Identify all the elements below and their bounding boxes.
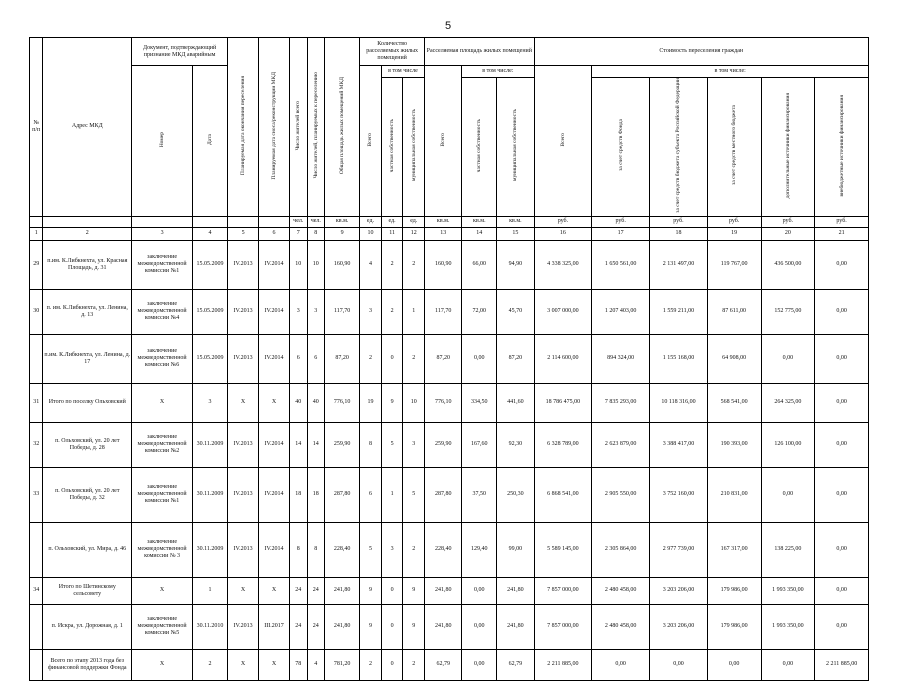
cost-additional-cell: 436 500,00 (761, 240, 815, 289)
column-index-row (30, 227, 869, 240)
rooms-municipal-cell: 9 (403, 577, 425, 604)
header-doc-number: Номер (132, 66, 193, 217)
document-date-cell: 2 (193, 649, 228, 680)
table-row (30, 577, 869, 604)
unit-cell: руб. (534, 216, 592, 227)
cost-fund-cell: 7 835 293,00 (592, 383, 650, 422)
header-planned-end: Планируемая дата окончания переселения (228, 38, 259, 217)
header-total-area: Общая площадь жилых помещений МКД (325, 38, 360, 217)
cost-other-cell: 0,00 (815, 334, 869, 383)
page-number: 5 (445, 20, 452, 32)
residents-planned-cell: 40 (307, 383, 325, 422)
planned-end-cell: X (228, 577, 259, 604)
header-rooms-municipal: муниципальная собственность (403, 78, 425, 217)
cost-region-cell: 3 203 206,00 (650, 604, 708, 649)
column-index-cell: 15 (497, 227, 534, 240)
header-residents-planned: Число жителей, планируемых к переселению (307, 38, 325, 217)
residents-planned-cell: 24 (307, 604, 325, 649)
cost-additional-cell: 0,00 (761, 467, 815, 522)
document-date-cell: 30.11.2009 (193, 522, 228, 577)
rooms-total-cell: 6 (360, 467, 382, 522)
document-number-cell: заключение межведомственной комиссии №5 (132, 604, 193, 649)
rooms-private-cell: 0 (381, 604, 403, 649)
header-cost-fund: за счет средств Фонда (592, 78, 650, 217)
area-private-cell: 0,00 (462, 577, 497, 604)
cost-local-cell: 64 908,00 (707, 334, 761, 383)
address-cell: Итого по поселку Ольховский (43, 383, 132, 422)
row-number: 31 (30, 383, 43, 422)
header-doc-date: Дата (193, 66, 228, 217)
column-index-cell: 3 (132, 227, 193, 240)
table-row (30, 649, 869, 680)
total-area-cell: 781,20 (325, 649, 360, 680)
cost-total-cell: 5 589 145,00 (534, 522, 592, 577)
row-number: 30 (30, 289, 43, 334)
document-number-cell: заключение межведомственной комиссии № 3 (132, 522, 193, 577)
area-total-cell: 241,80 (425, 604, 462, 649)
rooms-private-cell: 3 (381, 522, 403, 577)
area-municipal-cell: 441,60 (497, 383, 534, 422)
cost-local-cell: 179 986,00 (707, 604, 761, 649)
cost-additional-cell: 0,00 (761, 334, 815, 383)
cost-fund-cell: 2 623 879,00 (592, 422, 650, 467)
table-row (30, 289, 869, 334)
cost-local-cell: 0,00 (707, 649, 761, 680)
column-index-cell: 16 (534, 227, 592, 240)
document-number-cell: заключение межведомственной комиссии №4 (132, 289, 193, 334)
document-number-cell: заключение межведомственной комиссии №6 (132, 334, 193, 383)
area-total-cell: 228,40 (425, 522, 462, 577)
residents-total-cell: 3 (290, 289, 308, 334)
cost-total-cell: 4 338 325,00 (534, 240, 592, 289)
planned-end-cell: IV.2013 (228, 522, 259, 577)
area-municipal-cell: 250,30 (497, 467, 534, 522)
rooms-total-cell: 19 (360, 383, 382, 422)
header-cost-total: Всего (534, 66, 592, 217)
rooms-private-cell: 0 (381, 577, 403, 604)
unit-cell (259, 216, 290, 227)
row-number (30, 522, 43, 577)
cost-other-cell: 0,00 (815, 467, 869, 522)
rooms-private-cell: 9 (381, 383, 403, 422)
unit-cell: чел. (307, 216, 325, 227)
residents-total-cell: 24 (290, 604, 308, 649)
table-row (30, 334, 869, 383)
area-total-cell: 776,10 (425, 383, 462, 422)
row-number (30, 604, 43, 649)
planned-end-cell: IV.2013 (228, 467, 259, 522)
total-area-cell: 241,80 (325, 604, 360, 649)
unit-cell: руб. (707, 216, 761, 227)
table-row (30, 240, 869, 289)
unit-cell: руб. (650, 216, 708, 227)
header-rooms-incl: в том числе (381, 66, 424, 78)
unit-cell (43, 216, 132, 227)
cost-total-cell: 2 114 600,00 (534, 334, 592, 383)
cost-local-cell: 210 831,00 (707, 467, 761, 522)
area-total-cell: 117,70 (425, 289, 462, 334)
column-index-cell: 2 (43, 227, 132, 240)
unit-cell (30, 216, 43, 227)
rooms-municipal-cell: 5 (403, 467, 425, 522)
planned-demolition-cell: IV.2014 (259, 289, 290, 334)
area-municipal-cell: 92,30 (497, 422, 534, 467)
column-index-cell: 10 (360, 227, 382, 240)
cost-fund-cell: 2 305 864,00 (592, 522, 650, 577)
cost-region-cell: 3 203 206,00 (650, 577, 708, 604)
cost-other-cell: 0,00 (815, 422, 869, 467)
header-area-group: Расселяемая площадь жилых помещений (425, 38, 534, 66)
cost-fund-cell: 0,00 (592, 649, 650, 680)
cost-region-cell: 0,00 (650, 649, 708, 680)
cost-fund-cell: 894 324,00 (592, 334, 650, 383)
area-private-cell: 37,50 (462, 467, 497, 522)
planned-demolition-cell: X (259, 577, 290, 604)
area-total-cell: 62,79 (425, 649, 462, 680)
unit-cell (228, 216, 259, 227)
rooms-private-cell: 5 (381, 422, 403, 467)
cost-total-cell: 2 211 885,00 (534, 649, 592, 680)
planned-end-cell: IV.2013 (228, 334, 259, 383)
document-date-cell: 1 (193, 577, 228, 604)
cost-region-cell: 3 752 160,00 (650, 467, 708, 522)
total-area-cell: 241,80 (325, 577, 360, 604)
cost-region-cell: 1 559 211,00 (650, 289, 708, 334)
area-private-cell: 129,40 (462, 522, 497, 577)
cost-fund-cell: 1 207 403,00 (592, 289, 650, 334)
table-row (30, 522, 869, 577)
address-cell: п. им. К.Либкнехта, ул. Ленина, д. 13 (43, 289, 132, 334)
column-index-cell: 8 (307, 227, 325, 240)
area-municipal-cell: 99,00 (497, 522, 534, 577)
rooms-private-cell: 1 (381, 467, 403, 522)
document-number-cell: X (132, 383, 193, 422)
header-cost-other: внебюджетные источники финансирования (815, 78, 869, 217)
area-total-cell: 241,80 (425, 577, 462, 604)
column-index-cell: 7 (290, 227, 308, 240)
unit-cell: кв.м. (497, 216, 534, 227)
header-area-municipal: муниципальная собственность (497, 78, 534, 217)
document-date-cell: 15.05.2009 (193, 240, 228, 289)
cost-other-cell: 2 211 885,00 (815, 649, 869, 680)
area-total-cell: 287,80 (425, 467, 462, 522)
rooms-private-cell: 0 (381, 649, 403, 680)
cost-total-cell: 3 007 000,00 (534, 289, 592, 334)
cost-fund-cell: 2 905 550,00 (592, 467, 650, 522)
document-date-cell: 30.11.2009 (193, 467, 228, 522)
unit-cell: чел. (290, 216, 308, 227)
residents-total-cell: 8 (290, 522, 308, 577)
document-number-cell: заключение межведомственной комиссии №1 (132, 467, 193, 522)
unit-cell: ед. (403, 216, 425, 227)
planned-demolition-cell: IV.2014 (259, 467, 290, 522)
document-date-cell: 15.05.2009 (193, 334, 228, 383)
planned-demolition-cell: X (259, 383, 290, 422)
column-index-cell: 9 (325, 227, 360, 240)
address-cell: Всего по этапу 2013 года без финансовой поддержки Фонда (43, 649, 132, 680)
residents-total-cell: 78 (290, 649, 308, 680)
cost-other-cell: 0,00 (815, 383, 869, 422)
rooms-total-cell: 9 (360, 604, 382, 649)
header-cost-additional: дополнительные источники финансирования (761, 78, 815, 217)
area-municipal-cell: 45,70 (497, 289, 534, 334)
column-index-cell: 6 (259, 227, 290, 240)
header-document-group: Документ, подтверждающий признание МКД аварийным (132, 38, 228, 66)
rooms-total-cell: 2 (360, 334, 382, 383)
rooms-municipal-cell: 2 (403, 522, 425, 577)
residents-total-cell: 6 (290, 334, 308, 383)
unit-cell: кв.м. (325, 216, 360, 227)
area-total-cell: 160,90 (425, 240, 462, 289)
address-cell: п. Искра, ул. Дорожная, д. 1 (43, 604, 132, 649)
column-index-cell: 18 (650, 227, 708, 240)
cost-total-cell: 7 857 000,00 (534, 604, 592, 649)
rooms-municipal-cell: 2 (403, 334, 425, 383)
rooms-municipal-cell: 10 (403, 383, 425, 422)
residents-planned-cell: 24 (307, 577, 325, 604)
planned-end-cell: X (228, 649, 259, 680)
row-number: 34 (30, 577, 43, 604)
residents-total-cell: 24 (290, 577, 308, 604)
address-cell: п. Ольховский, ул. 20 лет Победы, д. 32 (43, 467, 132, 522)
column-index-cell: 19 (707, 227, 761, 240)
header-cost-incl: в том числе: (592, 66, 869, 78)
column-index-cell: 12 (403, 227, 425, 240)
cost-local-cell: 167 317,00 (707, 522, 761, 577)
cost-additional-cell: 152 775,00 (761, 289, 815, 334)
header-cost-group: Стоимость переселения граждан (534, 38, 869, 66)
column-index-cell: 1 (30, 227, 43, 240)
residents-total-cell: 18 (290, 467, 308, 522)
unit-cell: ед. (360, 216, 382, 227)
table-row (30, 467, 869, 522)
area-private-cell: 0,00 (462, 649, 497, 680)
total-area-cell: 228,40 (325, 522, 360, 577)
rooms-total-cell: 4 (360, 240, 382, 289)
rooms-total-cell: 8 (360, 422, 382, 467)
cost-additional-cell: 1 993 350,00 (761, 604, 815, 649)
document-date-cell: 3 (193, 383, 228, 422)
area-private-cell: 0,00 (462, 334, 497, 383)
row-number: 32 (30, 422, 43, 467)
cost-fund-cell: 2 480 458,00 (592, 577, 650, 604)
cost-fund-cell: 1 650 561,00 (592, 240, 650, 289)
residents-planned-cell: 10 (307, 240, 325, 289)
address-cell: п.им. К.Либкнехта, ул. Ленина, д. 17 (43, 334, 132, 383)
rooms-municipal-cell: 1 (403, 289, 425, 334)
planned-demolition-cell: IV.2014 (259, 422, 290, 467)
unit-cell: кв.м. (462, 216, 497, 227)
cost-total-cell: 18 786 475,00 (534, 383, 592, 422)
unit-cell: руб. (815, 216, 869, 227)
address-cell: п. Ольховский, ул. Мира, д. 46 (43, 522, 132, 577)
area-total-cell: 259,90 (425, 422, 462, 467)
rooms-municipal-cell: 3 (403, 422, 425, 467)
units-row (30, 216, 869, 227)
cost-region-cell: 10 118 316,00 (650, 383, 708, 422)
planned-demolition-cell: IV.2014 (259, 522, 290, 577)
residents-planned-cell: 3 (307, 289, 325, 334)
area-municipal-cell: 241,80 (497, 604, 534, 649)
document-number-cell: заключение межведомственной комиссии №2 (132, 422, 193, 467)
area-private-cell: 72,00 (462, 289, 497, 334)
cost-total-cell: 6 328 789,00 (534, 422, 592, 467)
column-index-cell: 13 (425, 227, 462, 240)
area-total-cell: 87,20 (425, 334, 462, 383)
address-cell: Итого по Шетинскому сельсовету (43, 577, 132, 604)
area-private-cell: 334,50 (462, 383, 497, 422)
resettlement-table (29, 37, 869, 681)
header-residents-total: Число жителей всего (290, 38, 308, 217)
area-private-cell: 167,60 (462, 422, 497, 467)
residents-planned-cell: 14 (307, 422, 325, 467)
cost-additional-cell: 0,00 (761, 649, 815, 680)
header-no: № п/п (30, 38, 43, 217)
planned-demolition-cell: III.2017 (259, 604, 290, 649)
rooms-total-cell: 9 (360, 577, 382, 604)
rooms-private-cell: 2 (381, 240, 403, 289)
cost-local-cell: 179 986,00 (707, 577, 761, 604)
cost-total-cell: 6 868 541,00 (534, 467, 592, 522)
cost-fund-cell: 2 480 458,00 (592, 604, 650, 649)
area-municipal-cell: 62,79 (497, 649, 534, 680)
address-cell: п.им. К.Либкнехта, ул. Красная Площадь, д. 31 (43, 240, 132, 289)
rooms-private-cell: 2 (381, 289, 403, 334)
column-index-cell: 20 (761, 227, 815, 240)
cost-local-cell: 190 393,00 (707, 422, 761, 467)
rooms-municipal-cell: 2 (403, 649, 425, 680)
document-date-cell: 15.05.2009 (193, 289, 228, 334)
row-number (30, 649, 43, 680)
table-row (30, 604, 869, 649)
header-area-incl: в том числе: (462, 66, 534, 78)
area-municipal-cell: 87,20 (497, 334, 534, 383)
unit-cell: кв.м. (425, 216, 462, 227)
planned-end-cell: IV.2013 (228, 289, 259, 334)
cost-other-cell: 0,00 (815, 522, 869, 577)
cost-other-cell: 0,00 (815, 289, 869, 334)
cost-local-cell: 568 541,00 (707, 383, 761, 422)
area-municipal-cell: 241,80 (497, 577, 534, 604)
column-index-cell: 5 (228, 227, 259, 240)
planned-demolition-cell: IV.2014 (259, 334, 290, 383)
column-index-cell: 17 (592, 227, 650, 240)
planned-end-cell: IV.2013 (228, 422, 259, 467)
planned-demolition-cell: X (259, 649, 290, 680)
header-address: Адрес МКД (43, 38, 132, 217)
total-area-cell: 776,10 (325, 383, 360, 422)
cost-other-cell: 0,00 (815, 577, 869, 604)
total-area-cell: 287,80 (325, 467, 360, 522)
rooms-private-cell: 0 (381, 334, 403, 383)
column-index-cell: 21 (815, 227, 869, 240)
cost-other-cell: 0,00 (815, 240, 869, 289)
rooms-municipal-cell: 2 (403, 240, 425, 289)
document-number-cell: заключение межведомственной комиссии №1 (132, 240, 193, 289)
area-private-cell: 66,00 (462, 240, 497, 289)
row-number (30, 334, 43, 383)
document-number-cell: X (132, 577, 193, 604)
cost-other-cell: 0,00 (815, 604, 869, 649)
cost-local-cell: 87 611,00 (707, 289, 761, 334)
planned-end-cell: X (228, 383, 259, 422)
residents-planned-cell: 4 (307, 649, 325, 680)
document-date-cell: 30.11.2009 (193, 422, 228, 467)
rooms-total-cell: 2 (360, 649, 382, 680)
total-area-cell: 259,90 (325, 422, 360, 467)
header-rooms-group: Количество расселяемых жилых помещений (360, 38, 425, 66)
document-number-cell: X (132, 649, 193, 680)
total-area-cell: 87,20 (325, 334, 360, 383)
unit-cell (193, 216, 228, 227)
table-row (30, 383, 869, 422)
table-row (30, 422, 869, 467)
cost-local-cell: 119 767,00 (707, 240, 761, 289)
residents-total-cell: 10 (290, 240, 308, 289)
total-area-cell: 117,70 (325, 289, 360, 334)
rooms-total-cell: 5 (360, 522, 382, 577)
cost-region-cell: 2 131 497,00 (650, 240, 708, 289)
cost-additional-cell: 138 225,00 (761, 522, 815, 577)
unit-cell (132, 216, 193, 227)
cost-region-cell: 1 155 168,00 (650, 334, 708, 383)
planned-end-cell: IV.2013 (228, 604, 259, 649)
cost-region-cell: 2 977 739,00 (650, 522, 708, 577)
residents-total-cell: 14 (290, 422, 308, 467)
header-rooms-private: частная собственность (381, 78, 403, 217)
unit-cell: руб. (761, 216, 815, 227)
cost-additional-cell: 1 993 350,00 (761, 577, 815, 604)
header-planned-demolition: Планируемая дата сноса/реконструкции МКД (259, 38, 290, 217)
rooms-municipal-cell: 9 (403, 604, 425, 649)
address-cell: п. Ольховский, ул. 20 лет Победы, д. 28 (43, 422, 132, 467)
area-private-cell: 0,00 (462, 604, 497, 649)
cost-additional-cell: 126 100,00 (761, 422, 815, 467)
area-municipal-cell: 94,90 (497, 240, 534, 289)
unit-cell: ед. (381, 216, 403, 227)
header-area-total: Всего (425, 66, 462, 217)
row-number: 29 (30, 240, 43, 289)
column-index-cell: 4 (193, 227, 228, 240)
header-rooms-total: Всего (360, 66, 382, 217)
residents-planned-cell: 6 (307, 334, 325, 383)
header-cost-local: за счет средств местного бюджета (707, 78, 761, 217)
column-index-cell: 11 (381, 227, 403, 240)
rooms-total-cell: 3 (360, 289, 382, 334)
residents-planned-cell: 18 (307, 467, 325, 522)
document-date-cell: 30.11.2010 (193, 604, 228, 649)
total-area-cell: 160,90 (325, 240, 360, 289)
cost-total-cell: 7 857 000,00 (534, 577, 592, 604)
residents-total-cell: 40 (290, 383, 308, 422)
residents-planned-cell: 8 (307, 522, 325, 577)
header-cost-region: за счет средств бюджета субъекта Российской Федерации (650, 78, 708, 217)
column-index-cell: 14 (462, 227, 497, 240)
header-area-private: частная собственность (462, 78, 497, 217)
row-number: 33 (30, 467, 43, 522)
cost-additional-cell: 264 325,00 (761, 383, 815, 422)
cost-region-cell: 3 388 417,00 (650, 422, 708, 467)
unit-cell: руб. (592, 216, 650, 227)
planned-demolition-cell: IV.2014 (259, 240, 290, 289)
planned-end-cell: IV.2013 (228, 240, 259, 289)
